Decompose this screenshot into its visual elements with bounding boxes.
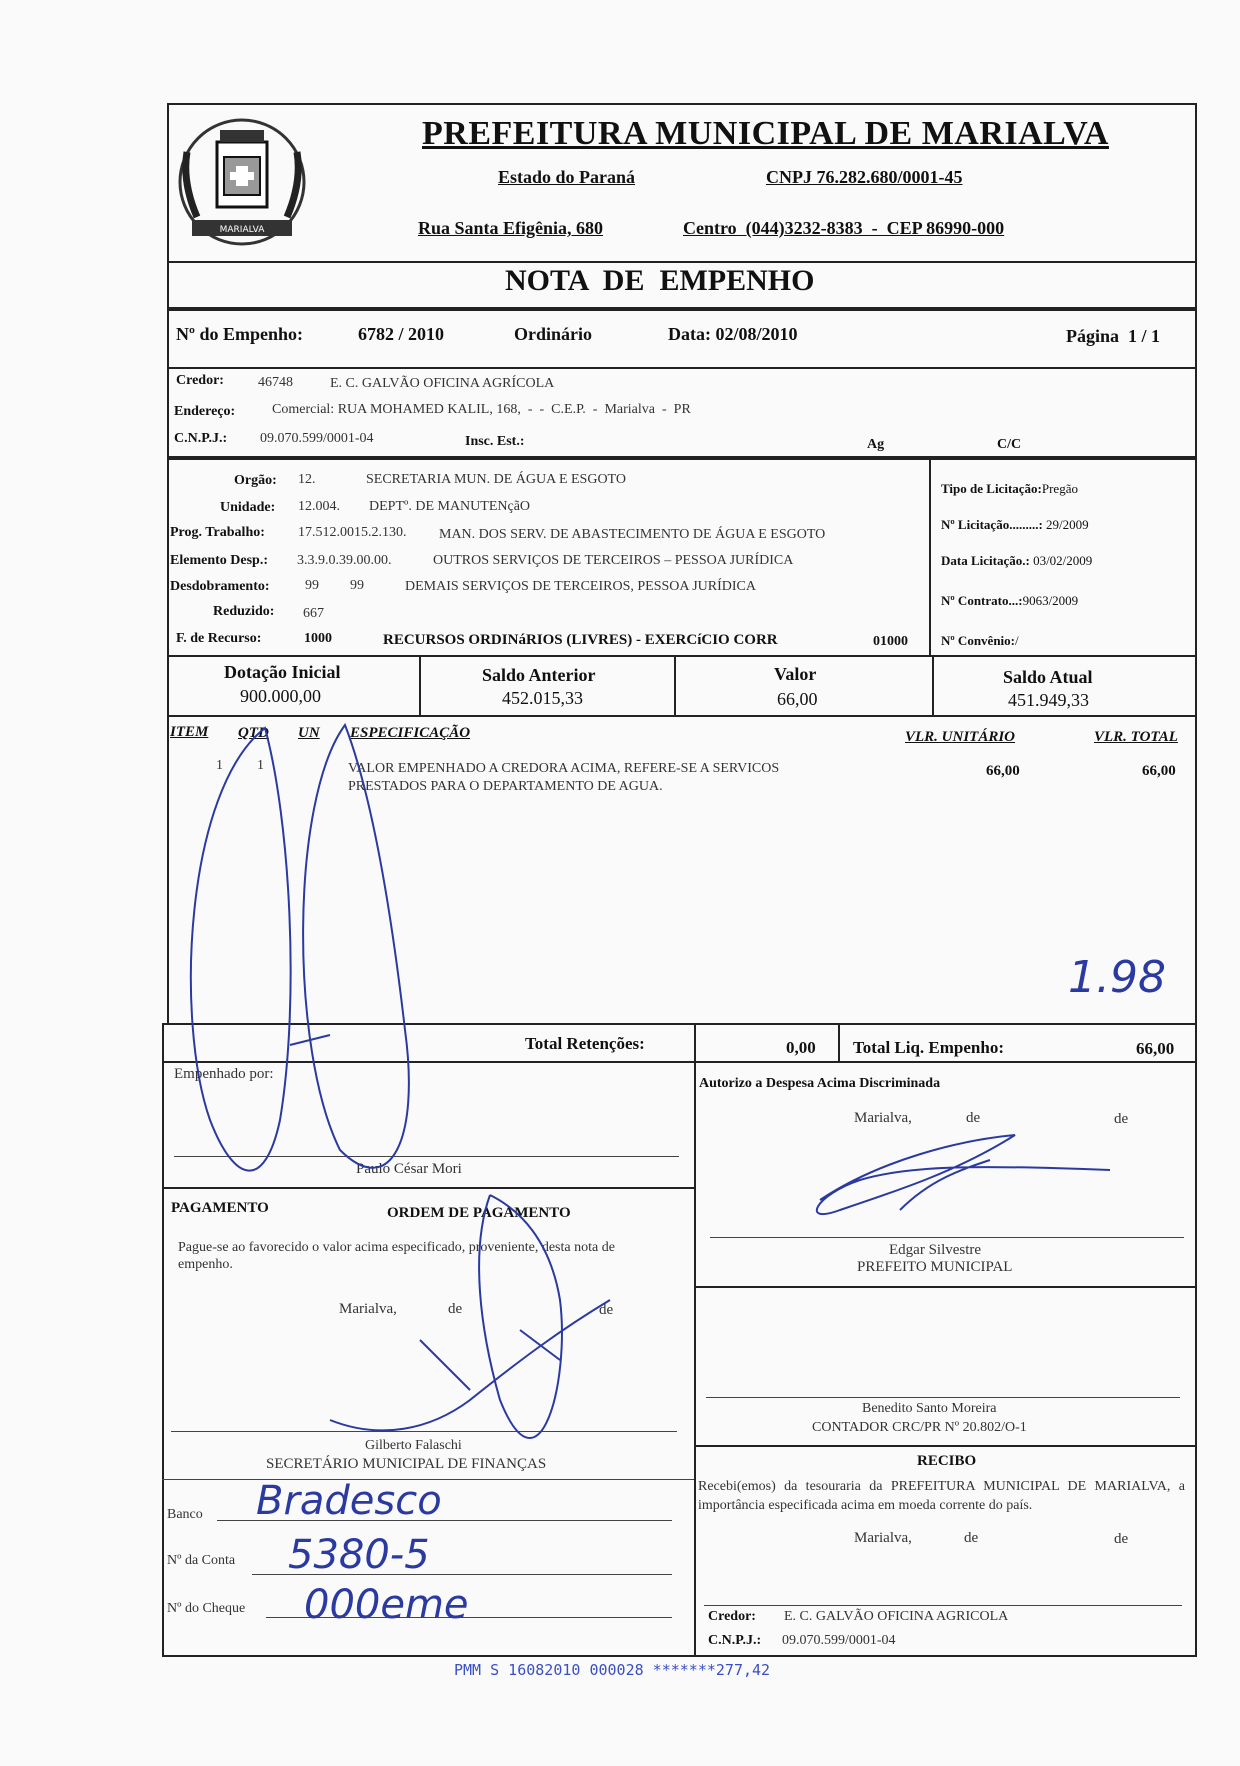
col-item-header: ITEM	[170, 724, 209, 740]
desdobramento-code2: 99	[350, 578, 364, 593]
endereco-value: Comercial: RUA MOHAMED KALIL, 168, - - C.E.P. - Marialva - PR	[272, 402, 691, 417]
num-licitacao-label: Nº Licitação.........:	[941, 517, 1043, 532]
recibo-title: RECIBO	[917, 1453, 977, 1469]
cc-label: C/C	[997, 437, 1022, 452]
prefeito-name: Edgar Silvestre	[889, 1242, 982, 1258]
orgao-label: Orgão:	[234, 473, 277, 488]
footer-stamp: PMM S 16082010 000028 *******277,42	[454, 1661, 771, 1679]
num-convenio-value: /	[1015, 633, 1019, 648]
svg-text:MARIALVA: MARIALVA	[219, 225, 265, 235]
num-contrato	[941, 593, 1078, 609]
autorizo-de1: de	[966, 1110, 981, 1126]
totals-box	[162, 1023, 1197, 1063]
autorizo-place: Marialva,	[854, 1110, 912, 1126]
contador-sign-line	[706, 1397, 1180, 1398]
tipo-licitacao-label: Tipo de Licitação:	[941, 481, 1042, 496]
col-un-header: UN	[298, 725, 320, 741]
empenhado-name: Paulo César Mori	[356, 1161, 462, 1177]
reduzido-label: Reduzido:	[213, 604, 275, 619]
coat-of-arms-logo	[172, 112, 312, 252]
cheque-label: Nº do Cheque	[167, 1601, 246, 1616]
recurso-code: 1000	[304, 631, 332, 646]
secretario-name: Gilberto Falaschi	[365, 1438, 462, 1453]
saldos-div-2	[674, 655, 676, 717]
recurso-code2: 01000	[873, 634, 908, 649]
state-label: Estado do Paraná	[498, 167, 636, 187]
valor-label: Valor	[774, 664, 817, 684]
retencoes-label: Total Retenções:	[525, 1034, 645, 1053]
num-contrato-value: 9063/2009	[1022, 593, 1079, 608]
ag-label: Ag	[867, 437, 885, 452]
saldo-anterior-value: 452.015,33	[502, 688, 583, 708]
insc-est-label: Insc. Est.:	[465, 434, 525, 449]
saldo-atual-value: 451.949,33	[1008, 690, 1089, 710]
orgao-code: 12.	[298, 472, 316, 487]
pagamento-text: Pague-se ao favorecido o valor acima especificado, proveniente, desta nota de empenho.	[178, 1240, 615, 1272]
prog-code: 17.512.0015.2.130.	[298, 525, 407, 540]
cnpj-credor-value: 09.070.599/0001-04	[260, 431, 374, 446]
ordem-pagamento-title: ORDEM DE PAGAMENTO	[387, 1205, 571, 1221]
credor-label: Credor:	[176, 373, 224, 388]
num-contrato-label: Nº Contrato...:	[941, 593, 1023, 608]
banco-label: Banco	[167, 1507, 203, 1522]
conta-label: Nº da Conta	[167, 1553, 236, 1568]
num-convenio	[941, 633, 1019, 649]
orgao-desc: SECRETARIA MUN. DE ÁGUA E ESGOTO	[366, 472, 626, 487]
empenhado-sign-line	[174, 1156, 679, 1157]
unidade-desc: DEPTº. DE MANUTENçãO	[369, 499, 531, 514]
reduzido-code: 667	[303, 606, 324, 621]
lower-mid-divider	[694, 1061, 696, 1657]
cnpj-credor-label: C.N.P.J.:	[174, 431, 228, 446]
empenho-date: Data: 02/08/2010	[668, 324, 798, 344]
handwritten-number: 1.98	[1068, 952, 1166, 1003]
autorizo-label: Autorizo a Despesa Acima Discriminada	[699, 1076, 941, 1091]
recurso-label: F. de Recurso:	[176, 631, 262, 646]
empenho-number-label: Nº do Empenho:	[176, 324, 303, 344]
page-number: Página 1 / 1	[1066, 326, 1161, 346]
tipo-licitacao-value: Pregão	[1041, 481, 1078, 496]
secretario-title: SECRETÁRIO MUNICIPAL DE FINANÇAS	[266, 1456, 547, 1472]
num-licitacao-value: 29/2009	[1046, 517, 1089, 532]
pagamento-de1: de	[448, 1301, 463, 1317]
budget-divider	[929, 458, 931, 657]
data-licitacao	[941, 553, 1092, 569]
lower-right-divider-2	[694, 1445, 1197, 1447]
elemento-desc: OUTROS SERVIÇOS DE TERCEIROS – PESSOA JURÍDICA	[433, 553, 794, 568]
saldos-div-1	[419, 655, 421, 717]
saldos-div-3	[932, 655, 934, 717]
dotacao-value: 900.000,00	[240, 686, 321, 706]
recibo-text: Recebi(emos) da tesouraria da PREFEITURA MUNICIPAL DE MARIALVA, a importância especificada acima em moeda corrente do país.	[698, 1479, 1185, 1513]
conta-handwritten: 5380-5	[288, 1532, 430, 1578]
elemento-label: Elemento Desp.:	[170, 553, 268, 568]
pagamento-title: PAGAMENTO	[171, 1200, 269, 1216]
row-unit-value: 66,00	[986, 763, 1020, 779]
empenho-number: 6782 / 2010	[358, 324, 445, 344]
row-spec-line1: VALOR EMPENHADO A CREDORA ACIMA, REFERE-SE A SERVICOS	[348, 761, 780, 776]
recibo-cnpj-label: C.N.P.J.:	[708, 1633, 762, 1648]
saldo-atual-label: Saldo Atual	[1003, 667, 1093, 687]
tipo-licitacao	[941, 481, 1078, 497]
saldo-anterior-label: Saldo Anterior	[482, 665, 596, 685]
address-label: Rua Santa Efigênia, 680	[418, 218, 604, 238]
cnpj-label: CNPJ 76.282.680/0001-45	[766, 167, 963, 187]
recibo-place: Marialva,	[854, 1530, 912, 1546]
lower-left-divider-1	[162, 1187, 694, 1189]
col-spec-header: ESPECIFICAÇÃO	[350, 725, 471, 741]
empenhado-por-label: Empenhado por:	[174, 1066, 274, 1082]
dotacao-label: Dotação Inicial	[224, 662, 341, 682]
liq-empenho-label: Total Liq. Empenho:	[853, 1038, 1004, 1057]
contador-name: Benedito Santo Moreira	[862, 1401, 997, 1416]
col-total-header: VLR. TOTAL	[1094, 729, 1178, 745]
contador-title: CONTADOR CRC/PR Nº 20.802/O-1	[812, 1420, 1027, 1435]
row-qtd: 1	[257, 758, 264, 773]
prog-desc: MAN. DOS SERV. DE ABASTECIMENTO DE ÁGUA E ESGOTO	[439, 527, 826, 542]
unidade-code: 12.004.	[298, 499, 340, 514]
totals-div-1	[694, 1023, 696, 1063]
desdobramento-code1: 99	[305, 578, 319, 593]
unidade-label: Unidade:	[220, 500, 276, 515]
desdobramento-desc: DEMAIS SERVIÇOS DE TERCEIROS, PESSOA JURÍDICA	[405, 579, 757, 594]
recibo-de2: de	[1114, 1531, 1129, 1547]
lower-right-divider-1	[694, 1286, 1197, 1288]
col-qtd-header: QTD	[238, 725, 269, 741]
valor-value: 66,00	[777, 689, 818, 709]
num-licitacao	[941, 517, 1089, 533]
recibo-cnpj-value: 09.070.599/0001-04	[782, 1633, 896, 1648]
address-rest-label: Centro (044)3232-8383 - CEP 86990-000	[683, 218, 1005, 238]
row-total-value: 66,00	[1142, 763, 1176, 779]
pagamento-place: Marialva,	[339, 1301, 397, 1317]
empenho-type: Ordinário	[514, 324, 593, 344]
document-title: NOTA DE EMPENHO	[505, 264, 815, 297]
totals-div-2	[838, 1023, 840, 1063]
data-licitacao-value: 03/02/2009	[1033, 553, 1093, 568]
secretario-sign-line	[171, 1431, 677, 1432]
num-convenio-label: Nº Convênio:	[941, 633, 1015, 648]
endereco-label: Endereço:	[174, 404, 236, 419]
recibo-credor-value: E. C. GALVÃO OFICINA AGRICOLA	[784, 1609, 1009, 1624]
row-spec-line2: PRESTADOS PARA O DEPARTAMENTO DE AGUA.	[348, 779, 663, 794]
pagamento-de2: de	[599, 1302, 614, 1318]
banco-handwritten: Bradesco	[256, 1478, 442, 1524]
autorizo-de2: de	[1114, 1111, 1129, 1127]
desdobramento-label: Desdobramento:	[170, 579, 270, 594]
row-item: 1	[216, 758, 223, 773]
recurso-desc: RECURSOS ORDINáRIOS (LIVRES) - EXERCíCIO CORR	[383, 632, 778, 648]
prefeito-sign-line	[710, 1237, 1184, 1238]
retencoes-value: 0,00	[786, 1038, 816, 1057]
credor-code: 46748	[258, 375, 293, 390]
recibo-de1: de	[964, 1530, 979, 1546]
recibo-credor-label: Credor:	[708, 1609, 756, 1624]
credor-name: E. C. GALVÃO OFICINA AGRÍCOLA	[330, 376, 555, 391]
liq-empenho-value: 66,00	[1136, 1039, 1175, 1058]
prefeito-title: PREFEITO MUNICIPAL	[857, 1259, 1013, 1275]
elemento-code: 3.3.9.0.39.00.00.	[297, 553, 392, 568]
recibo-sign-line	[704, 1605, 1182, 1606]
prog-label: Prog. Trabalho:	[170, 525, 265, 540]
col-unit-header: VLR. UNITÁRIO	[905, 729, 1016, 745]
cheque-handwritten: 000eme	[304, 1582, 469, 1628]
data-licitacao-label: Data Licitação.:	[941, 553, 1030, 568]
municipality-title: PREFEITURA MUNICIPAL DE MARIALVA	[422, 115, 1109, 152]
